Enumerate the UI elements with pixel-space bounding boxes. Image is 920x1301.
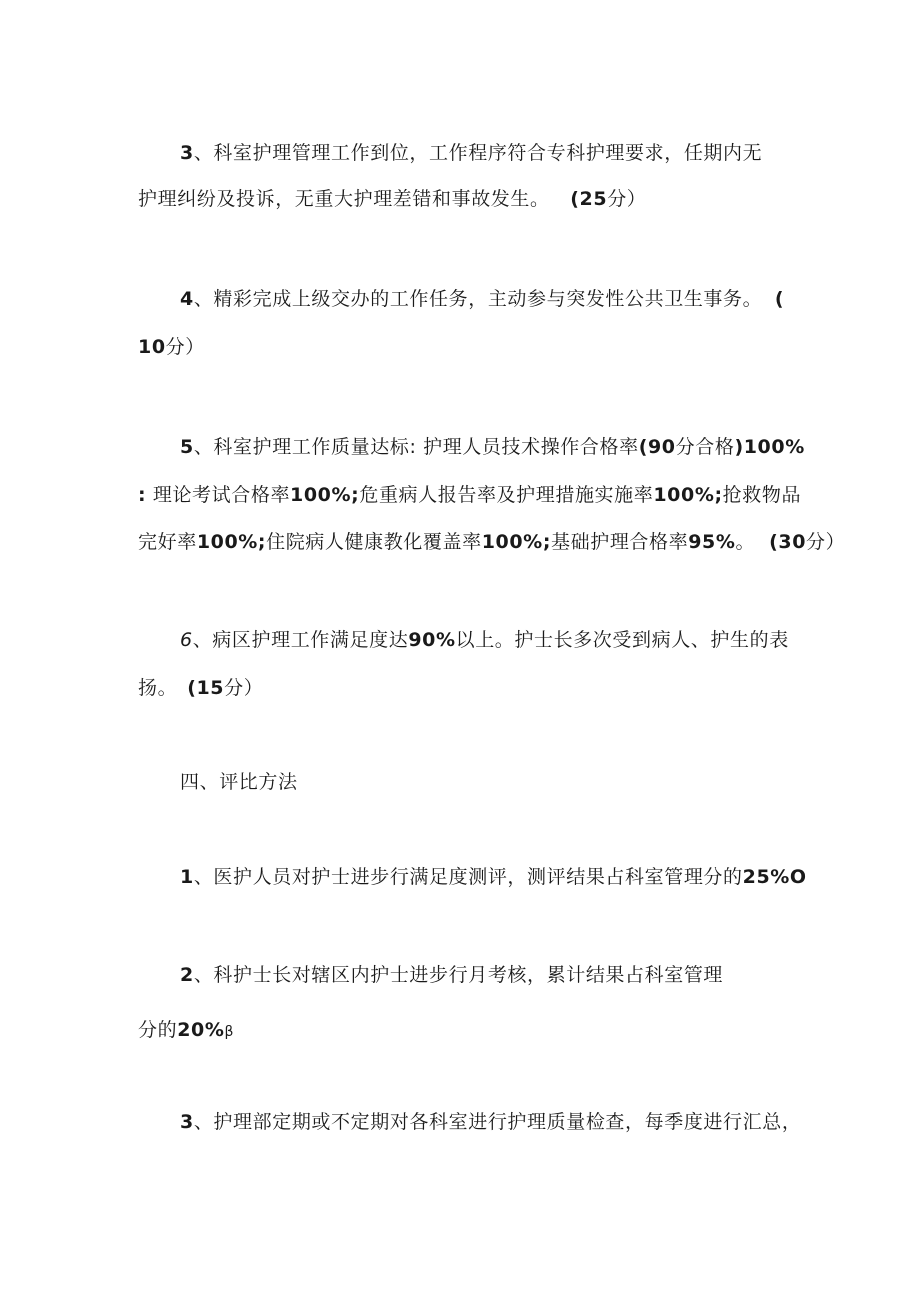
item-5-line-1 bbox=[180, 435, 805, 459]
item-4-line-2 bbox=[138, 335, 205, 359]
score-open: ( bbox=[774, 288, 785, 310]
value: (90 bbox=[638, 436, 676, 458]
item-number: 3 bbox=[180, 142, 194, 164]
score-unit: 分） bbox=[224, 677, 264, 699]
value: 100%; bbox=[290, 484, 360, 506]
item-text: 护理纠纷及投诉，无重大护理差错和事故发生。 bbox=[138, 188, 550, 210]
colon: : bbox=[409, 436, 417, 458]
item-3-line-1 bbox=[180, 141, 762, 165]
value: 100%; bbox=[653, 484, 723, 506]
score-unit: 分） bbox=[806, 531, 846, 553]
item-5-line-3 bbox=[138, 530, 845, 554]
item-text: 、医护人员对护士进步行满足度测评，测评结果占科室管理分的 bbox=[193, 866, 743, 888]
item-text: 、精彩完成上级交办的工作任务，主动参与突发性公共卫生事务。 bbox=[193, 288, 763, 310]
item-text: 扬。 bbox=[138, 677, 178, 699]
score-unit: 分） bbox=[165, 336, 205, 358]
item-text: β bbox=[224, 1024, 235, 1040]
value: 90% bbox=[408, 629, 456, 651]
item-text: 分合格 bbox=[675, 436, 735, 458]
item-number: 4 bbox=[180, 288, 194, 310]
method-2-line-2 bbox=[138, 1018, 234, 1044]
value: )100% bbox=[734, 436, 805, 458]
score-unit: 分） bbox=[607, 188, 647, 210]
section-heading: 四、评比方法 bbox=[180, 771, 298, 793]
value: 25%O bbox=[742, 866, 807, 888]
score: (15 bbox=[187, 677, 225, 699]
item-text: 抢救物品 bbox=[722, 484, 802, 506]
method-3-line-1 bbox=[180, 1110, 801, 1134]
item-text: 、科室护理工作质量达标 bbox=[193, 436, 410, 458]
item-text: 基础护理合格率 bbox=[551, 531, 689, 553]
item-3-line-2 bbox=[138, 187, 646, 211]
item-6-line-1 bbox=[180, 628, 789, 652]
item-number: 2 bbox=[180, 964, 194, 986]
item-text: 、病区护理工作满足度达 bbox=[192, 629, 409, 651]
item-text: 理论考试合格率 bbox=[146, 484, 291, 506]
item-number: 5 bbox=[180, 436, 194, 458]
item-number: 3 bbox=[180, 1111, 194, 1133]
method-1-line-1 bbox=[180, 865, 807, 889]
item-4-line-1 bbox=[180, 287, 784, 311]
item-text: 危重病人报告率及护理措施实施率 bbox=[359, 484, 654, 506]
item-text: 、护理部定期或不定期对各科室进行护理质量检查，每季度进行汇总， bbox=[193, 1111, 802, 1133]
item-text: 。 bbox=[735, 531, 756, 553]
score: 10 bbox=[138, 336, 166, 358]
method-2-line-1 bbox=[180, 963, 723, 987]
item-text: 护理人员技术操作合格率 bbox=[416, 436, 639, 458]
score: (25 bbox=[570, 188, 608, 210]
value: 100%; bbox=[196, 531, 267, 553]
colon: : bbox=[138, 484, 147, 506]
item-number: 1 bbox=[180, 866, 194, 888]
item-text: 住院病人健康教化覆盖率 bbox=[266, 531, 482, 553]
item-text: 完好率 bbox=[138, 531, 197, 553]
item-text: 以上。护士长多次受到病人、护生的表 bbox=[455, 629, 789, 651]
value: 95% bbox=[688, 531, 736, 553]
item-text: 分的 bbox=[138, 1019, 178, 1041]
item-text: 、科护士长对辖区内护士进步行月考核，累计结果占科室管理 bbox=[193, 964, 724, 986]
score: (30 bbox=[769, 531, 807, 553]
value: 20% bbox=[177, 1019, 225, 1041]
item-6-line-2 bbox=[138, 676, 263, 700]
item-5-line-2 bbox=[138, 483, 801, 507]
value: 100%; bbox=[481, 531, 552, 553]
item-number: 6 bbox=[180, 629, 193, 651]
item-text: 、科室护理管理工作到位，工作程序符合专科护理要求，任期内无 bbox=[193, 142, 763, 164]
